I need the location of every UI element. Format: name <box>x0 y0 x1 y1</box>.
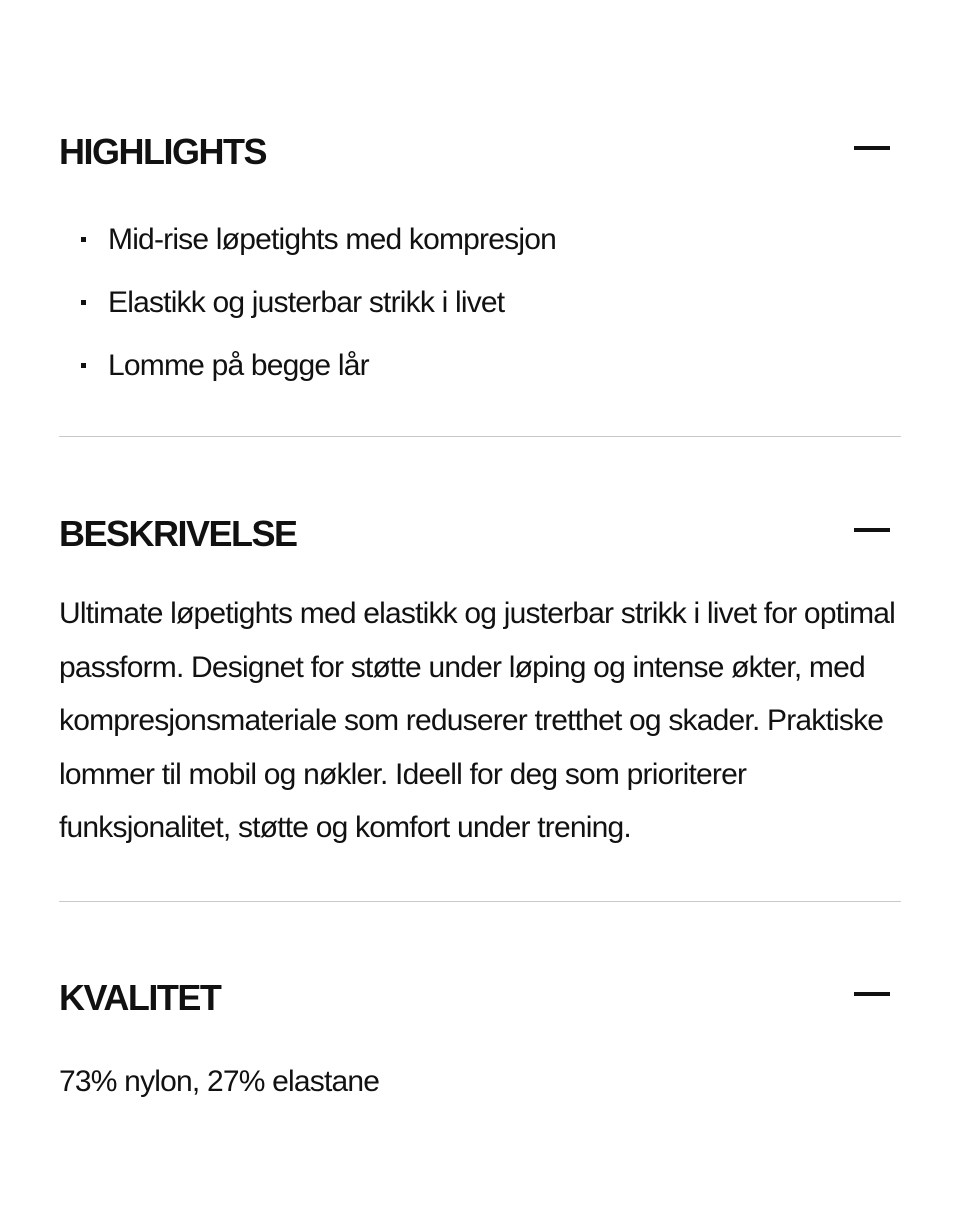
list-item <box>59 271 901 334</box>
quality-title: KVALITET <box>59 976 221 1018</box>
list-item <box>59 334 901 397</box>
bullet-icon <box>81 300 86 305</box>
bullet-icon <box>81 237 86 242</box>
minus-icon[interactable] <box>854 146 890 150</box>
highlights-header[interactable] <box>59 122 901 182</box>
description-title: BESKRIVELSE <box>59 513 297 554</box>
list-item-text: Mid-rise løpetights med kompresjon <box>108 223 556 256</box>
minus-icon[interactable] <box>854 992 890 996</box>
quality-header[interactable] <box>59 968 901 1028</box>
highlights-title: HIGHLIGHTS <box>59 131 266 172</box>
quality-text: 73% nylon, 27% elastane <box>59 1064 380 1098</box>
highlights-section <box>59 0 901 397</box>
list-item-text: Elastikk og justerbar strikk i livet <box>108 286 505 319</box>
quality-section <box>59 902 901 1108</box>
highlights-list <box>59 208 901 397</box>
bullet-icon <box>81 363 86 368</box>
list-item-text: Lomme på begge lår <box>108 349 369 382</box>
minus-icon[interactable] <box>854 528 890 532</box>
list-item <box>59 208 901 271</box>
description-header[interactable] <box>59 504 901 564</box>
description-text: Ultimate løpetights med elastikk og justerbar strikk i livet for optimal passform. Designet for støtte under løping og intense økter, med kompresjonsmateriale som reduserer tretthet og skader. Praktiske lommer til mobil og nøkler. Ideell for deg som prioriterer funksjonalitet, støtte og komfort under trening. <box>59 597 896 844</box>
description-section <box>59 437 901 855</box>
